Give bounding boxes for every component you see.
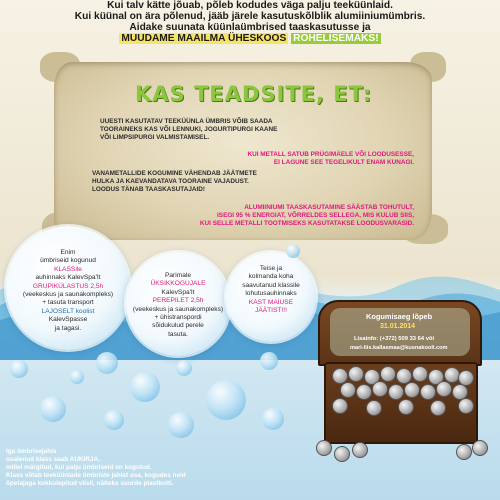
prize-line: LAJOSELT koolist [41,307,95,315]
fact-line: ALUMIINIUMI TAASKASUTAMINE SÄÄSTAB TOHUTULT, [244,204,414,211]
contact-email: mari-liis.kallasmaa@kusnakooli.com [350,345,448,351]
prize-line: ja tagasi. [54,324,82,332]
fact-line: ISEGI 95 % ENERGIAT, VÕRRELDES SELLEGA, MIS KULUB SIIS, [217,212,414,219]
coin-icon [356,384,372,400]
slogan [0,33,500,44]
treasure-chest [316,300,486,480]
fact-line: EI LAGUNE SEE TEGELIKULT ENAM KUNAGI. [273,159,414,166]
prize-line: (veekeskus ja saunakompleks) [22,291,114,299]
prize-line: + ühistranspordi [154,314,202,322]
coin-icon [340,382,356,398]
prize-line: (veekeskus ja saunakompleks) [132,305,224,313]
fact-line: UUESTI KASUTATAV TEEKÜÜNLA ÜMBRIS VÕIB SAADA [100,118,273,125]
bottom-line: Klass võtab teeküünlade ümbriste jahist osa, kogudes neid [6,472,186,479]
coin-icon [420,384,436,400]
coin-icon [366,400,382,416]
scroll-title: KAS TEADSITE, ET: [135,82,373,106]
prize-line: + tasuta transport [42,299,94,307]
deadline-label: Kogumisaeg lõpeb [366,312,433,321]
bubble-decoration [104,410,124,430]
chest-box [324,362,478,444]
coin-icon [458,398,474,414]
intro-line-1: Kui talv kätte jõuab, põleb kodudes väga palju teeküünlaid. [107,0,393,11]
coin-icon [412,366,428,382]
fact-paragraph-1 [100,118,277,142]
deadline-date: 31.01.2014 [380,323,416,330]
intro-line-3: Aidake suunata küünlaümbrised taaskasutusse ja [129,22,371,33]
coin-icon [348,366,364,382]
coin-icon [388,384,404,400]
bubble-decoration [260,352,278,370]
intro-line-2: Kui küünal on ära põlenud, jääb järele kasutuskõlblik alumiiniumümbris. [74,11,426,22]
coin-icon [332,398,348,414]
coin-icon [404,382,420,398]
bubble-decoration [10,360,28,378]
coin-icon [456,444,472,460]
bubble-decoration [176,360,192,376]
chest-lid [318,300,482,366]
prize-line: Teise ja [259,265,283,272]
coin-icon [352,442,368,458]
fact-line: VANAMETALLIDE KOGUMINE VÄHENDAB JÄÄTMETE [92,170,257,177]
bottom-info [6,448,186,488]
bottom-line: õpetajaga kokkulepitud viisil, näiteks suurde plastkotti. [6,480,174,487]
prize-line: ÜKSIKKOGUJALE [150,280,206,288]
bubble-decoration [40,396,66,422]
prize-line: KalevSpasse [48,316,88,324]
bubble-decoration [130,372,160,402]
coin-icon [430,400,446,416]
prize-line: JÄÄTIST!!! [255,307,287,315]
coin-icon [316,440,332,456]
prize-line: auhinnaks KalevSpa'It [35,274,101,282]
bubble-decoration [96,352,118,374]
coin-icon [372,381,388,397]
prize-line: KAST MAIUSE [248,298,294,306]
prize-line: GRUPIKÜLASTUS 2,5h [32,282,104,290]
coin-icon [398,399,414,415]
fact-line: TOORAINEKS KAS VÕI LENNUKI, JOGURTIPURGI KAANE [100,126,278,133]
fact-highlight-1 [0,151,414,167]
fact-line: VÕI LIMPSIPURGI VALMISTAMISEL. [100,134,210,141]
prize-line: ümbriseid kogunud [40,257,96,265]
prize-line: KalevSpa'It [161,288,195,296]
prize-individual-text [130,272,226,339]
contact-info: Lisainfo: (+372) 509 33 64 või [354,336,435,342]
slogan-part-1: MUUDAME MAAILMA ÜHESKOOS [121,33,287,44]
bubble-decoration [262,408,284,430]
intro-text [0,0,500,44]
coin-icon [334,446,350,462]
prize-line: KLASSile [54,265,82,273]
coin-icon [436,381,452,397]
prize-line: tasuta. [168,330,188,338]
coin-icon [380,366,396,382]
fact-line: KUI METALL SATUB PRÜGIMÄELE VÕI LOODUSESSE, [247,151,414,158]
bubble-decoration [206,380,246,420]
prize-line: saavutanud klassile [242,281,300,289]
prize-line: kolmanda koha [248,273,294,281]
prize-line: sõidukulud perele [152,322,204,330]
bottom-line: millel märgitud, kui palju ümbriseid on kogutud. [6,464,152,471]
bubble-decoration [286,244,300,258]
coin-icon [472,440,488,456]
prize-class-text [14,249,122,333]
bubble-decoration [70,370,84,384]
prize-line: Enim [60,249,76,256]
slogan-part-2: ROHELISEMAKS! [293,33,379,44]
fact-line: KUI SELLE METALLI TOOTMISEKS KASUTATAKSE LOODUSVARASID. [199,220,414,227]
fact-paragraph-2 [92,170,257,194]
fact-line: HULKA JA KAEVANDATAVA TOORAINE VAJADUST. [92,178,249,185]
prize-line: PEREPILET 2,5h [152,297,204,305]
fact-highlight-2 [0,204,414,228]
bubble-decoration [168,412,194,438]
prize-runner-up-text [228,265,314,315]
bottom-line: Iga ümbrisejahis [6,448,57,455]
prize-line: Parimale [164,272,192,279]
bottom-line: osalenud klass saab AUKIRJA, [6,456,100,463]
prize-line: lohutusauhinnaks [245,290,297,298]
fact-line: LOODUS TÄNAB TAASKASUTAJAID! [92,186,206,193]
